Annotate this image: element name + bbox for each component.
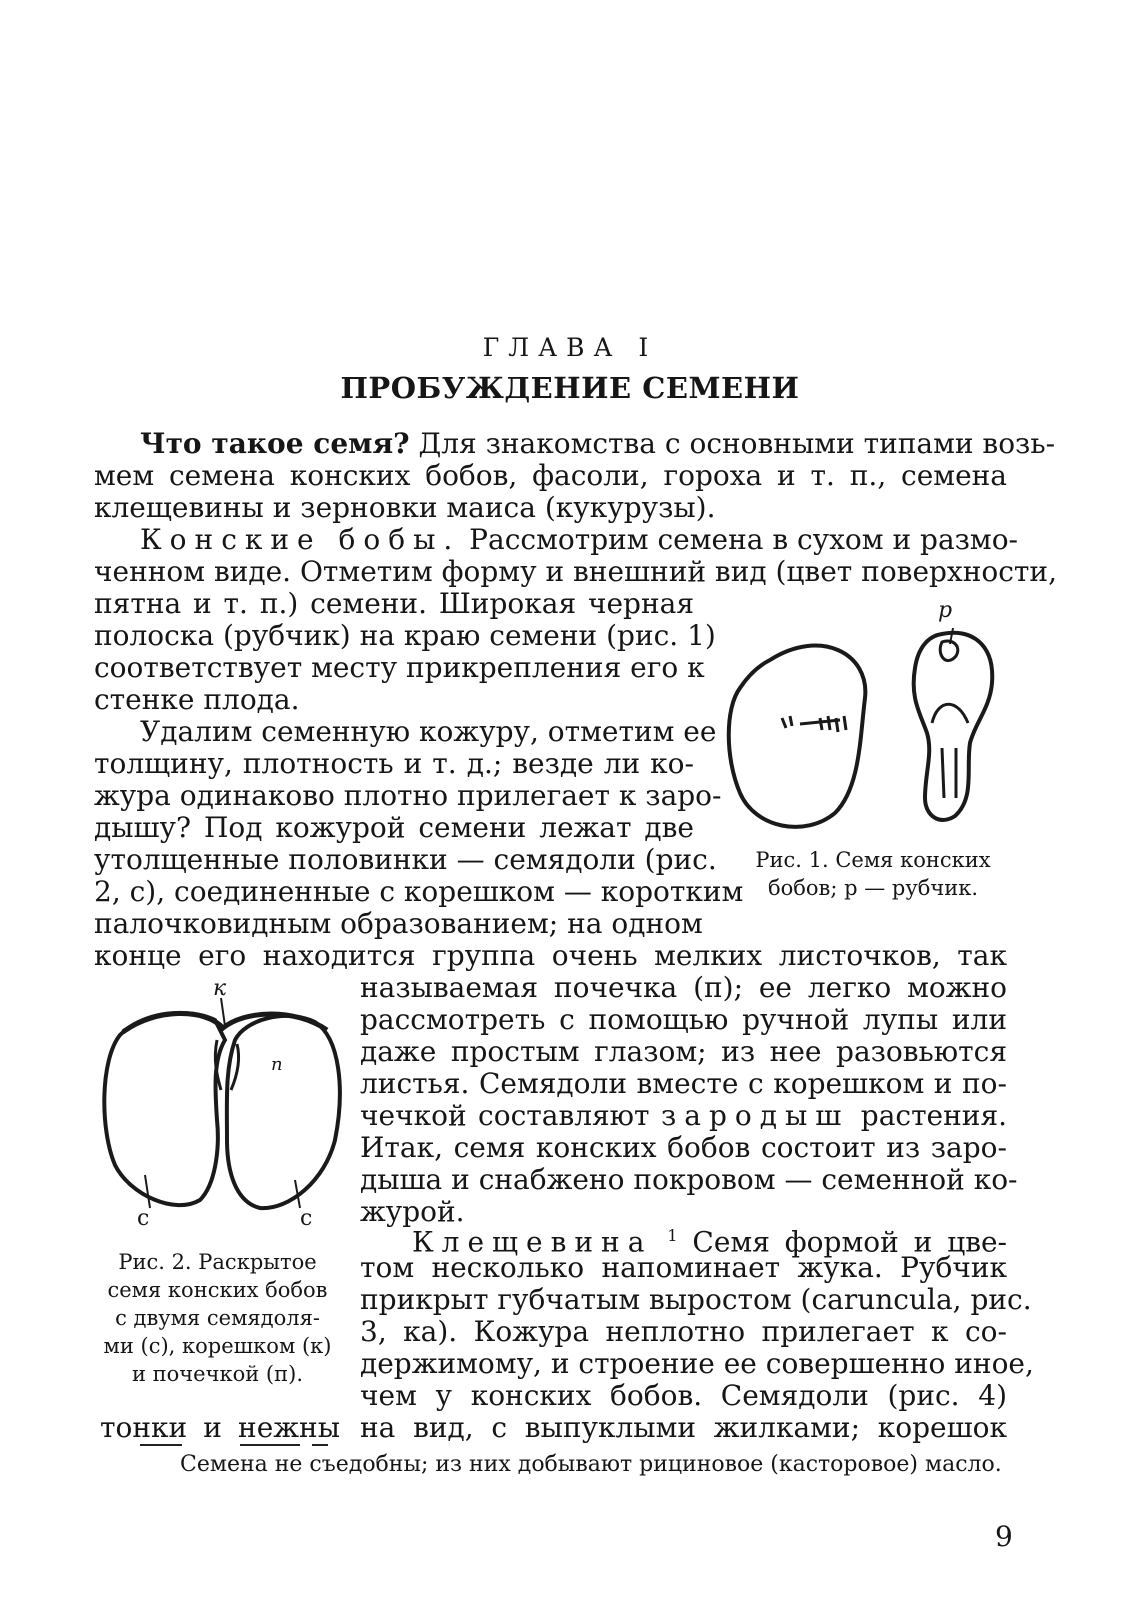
fig2-label-c-right: с: [300, 1206, 313, 1231]
figure-1-caption: Рис. 1. Семя конских бобов; р — рубчик.: [755, 848, 991, 900]
para2-line5: соответствует месту прикрепления его к: [94, 651, 705, 684]
label-k-leader: [221, 998, 225, 1026]
fig2-label-k: к: [213, 976, 227, 1001]
figure-1: [720, 598, 1020, 848]
bean-front-hilum: [940, 641, 958, 661]
cotyledon-right: [227, 1016, 340, 1208]
para3-line4: дышу? Под кожурой семени лежат две: [94, 811, 694, 844]
figure-1-drawing: [720, 598, 1020, 848]
para2-line2: ченном виде. Отметим форму и внешний вид (цвет поверхности,: [94, 555, 1057, 588]
para3-line8: конце его находится группа очень мелких листочков, так: [94, 939, 1007, 972]
para1-line1: Что такое семя? Для знакомства с основными типами возь-: [140, 427, 1056, 460]
para1-heading: Что такое семя?: [140, 427, 410, 460]
bean-side-outline: [729, 646, 866, 827]
para4-line3: прикрыт губчатым выростом (caruncula, рис.: [360, 1283, 1032, 1316]
label-c-left-leader: [145, 1175, 150, 1208]
para2-line4: полоска (рубчик) на краю семени (рис. 1): [94, 619, 716, 652]
chapter-title: ПРОБУЖДЕНИЕ СЕМЕНИ: [340, 371, 800, 405]
footnote: Семена не съедобны; из них добывают рициновое (касторовое) масло.: [180, 1452, 1002, 1477]
para3-line11: даже простым глазом; из нее разовьются: [360, 1035, 1007, 1068]
para3-line2: толщину, плотность и т. д.; везде ли ко-: [94, 747, 694, 780]
para3-line13: чечкой составляют зародыш растения.: [360, 1099, 1008, 1132]
para4-line7-left: тонки и нежны: [100, 1411, 340, 1444]
para3-line9: называемая почечка (п); ее легко можно: [360, 971, 1007, 1004]
para4-line1: Клещевина $^1$ Семя формой и цве-: [412, 1225, 1008, 1259]
figure-2-drawing: [95, 980, 350, 1230]
para3-line7: палочковидным образованием; на одном: [94, 907, 703, 940]
para4-heading-spaced: Клещевина: [412, 1225, 653, 1259]
fig1-label-p: р: [938, 598, 953, 623]
para3-line5: утолщенные половинки — семядоли (рис.: [94, 843, 717, 876]
para3-line10: рассмотреть с помощью ручной лупы или: [360, 1003, 1007, 1036]
figure-2: [95, 976, 350, 1231]
para2-line1: Конские бобы. Рассмотрим семена в сухом и размо-: [140, 523, 1019, 556]
cotyledon-left: [104, 1013, 225, 1205]
para2-heading-spaced: Конские бобы.: [140, 523, 461, 556]
para4-line6: чем у конских бобов. Семядоли (рис. 4): [360, 1379, 1007, 1412]
figure-2-caption: Рис. 2. Раскрытое семя конских бобов с двумя семядоля- ми (с), корешком (к) и почечкой (п).: [103, 1250, 332, 1386]
para4-line5: держимому, и строение ее совершенно иное,: [360, 1347, 1034, 1380]
fig2-label-c-left: с: [137, 1206, 150, 1231]
bean-front-inner: [932, 704, 968, 798]
para4-line7-right: на вид, с выпуклыми жилками; корешок: [360, 1411, 1007, 1444]
para1-line3: клещевины и зерновки маиса (кукурузы).: [94, 491, 716, 524]
para4-line4: 3, ка). Кожура неплотно прилегает к со-: [360, 1315, 1007, 1348]
footnote-rule-2: [240, 1444, 300, 1446]
para3-line6: 2, с), соединенные с корешком — коротким: [94, 875, 744, 908]
bean-front-outline: [914, 633, 993, 820]
footnote-rule-1: [140, 1444, 182, 1446]
footnote-rule-3: [312, 1444, 328, 1446]
para3-line14: Итак, семя конских бобов состоит из заро-: [360, 1131, 1007, 1164]
para3-line1: Удалим семенную кожуру, отметим ее: [140, 715, 717, 748]
para3-line15: дыша и снабжено покровом — семенной ко-: [360, 1163, 1018, 1196]
para4-line2: том несколько напоминает жука. Рубчик: [360, 1251, 1007, 1284]
para2-line6: стенке плода.: [94, 683, 300, 716]
para1-line2: мем семена конских бобов, фасоли, гороха и т. п., семена: [94, 459, 1007, 492]
footnote-mark: 1: [667, 1226, 678, 1245]
para2-line3: пятна и т. п.) семени. Широкая черная: [94, 587, 694, 620]
fig2-label-n: п: [271, 1054, 283, 1075]
bean-side-hilum: [782, 716, 846, 732]
page-number: 9: [995, 1520, 1013, 1553]
chapter-label: ГЛАВА I: [482, 333, 658, 362]
zarodysh-spaced: зародыш: [661, 1099, 850, 1132]
para3-line16: журой.: [360, 1195, 465, 1228]
para3-line12: листья. Семядоли вместе с корешком и по-: [360, 1067, 1007, 1100]
para3-line3: жура одинаково плотно прилегает к заро-: [94, 779, 722, 812]
